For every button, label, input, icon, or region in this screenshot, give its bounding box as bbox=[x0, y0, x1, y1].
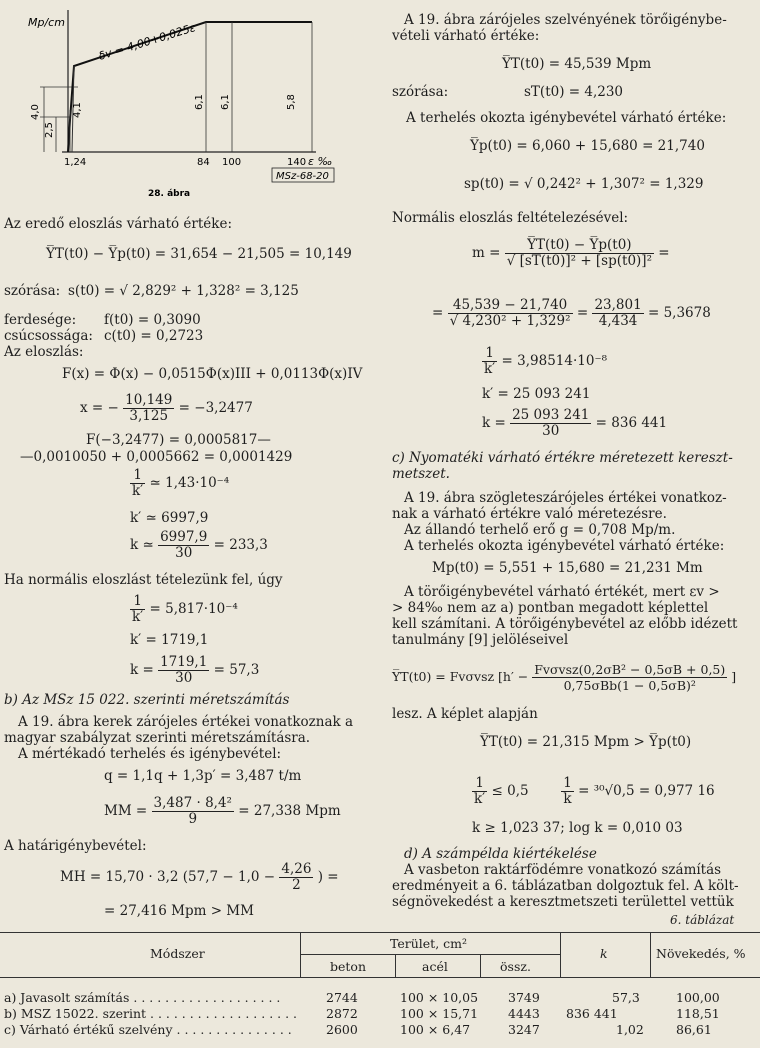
cell-method: b) MSZ 15022. szerint . . . . . . . . . . . . . . . . . . . bbox=[4, 1006, 298, 1021]
heading-d: d) A számpélda kiértékelése bbox=[404, 846, 597, 862]
cell-k: 836 441 bbox=[566, 1006, 618, 1021]
text-r14: A vasbeton raktárfödémre vonatkozó számítás bbox=[404, 862, 722, 878]
text-hatar: A határigénybevétel: bbox=[4, 838, 147, 854]
stress-strain-diagram bbox=[0, 0, 360, 200]
th-ossz: össz. bbox=[500, 959, 531, 974]
tick-100: 100 bbox=[222, 157, 242, 168]
eq-r5: Y̅T(t0) = Fvσvsz [h′ − $\frac{\text{Fvσvsz(0,2σB² − 0,5σB + 0,5)}}{\text{0,75σBb(1 − 0,5σB)²}}$ ] bbox=[392, 662, 737, 693]
cell-acel: 100 × 10,05 bbox=[400, 990, 479, 1005]
th-growth: Növekedés, % bbox=[656, 946, 746, 961]
label-r-szorasa: szórása: bbox=[392, 84, 449, 100]
cell-method: c) Várható értékű szelvény . . . . . . . . . . . . . . . bbox=[4, 1022, 292, 1037]
text-p1: Az eredő eloszlás várható értéke: bbox=[4, 216, 232, 232]
eq-r6: Y̅T(t0) = 21,315 Mpm > Y̅p(t0) bbox=[480, 734, 692, 750]
eq-rk1: $\frac{1}{k'}$ = 3,98514·10⁻⁸ bbox=[484, 345, 607, 377]
text-b1: A 19. ábra kerek zárójeles értékei vonatkoznak a bbox=[18, 714, 354, 730]
eq-n1: $\frac{1}{k'}$ = 5,817·10⁻⁴ bbox=[132, 593, 238, 625]
eq-F2b: —0,0010050 + 0,0005662 = 0,0001429 bbox=[20, 449, 293, 465]
eq-r2: Y̅p(t0) = 6,060 + 15,680 = 21,740 bbox=[470, 138, 705, 154]
th-method: Módszer bbox=[150, 946, 205, 961]
cell-growth: 86,61 bbox=[676, 1022, 712, 1037]
eq-r7: $\frac{1}{k'}$ ≤ 0,5 $\frac{1}{k}$ = ³⁰√0,5 = 0,977 16 bbox=[474, 775, 715, 807]
figure-caption: 28. ábra bbox=[148, 189, 191, 199]
val-5-8: 5,8 bbox=[286, 94, 297, 110]
eq-expected: Y̅T(t0) − Y̅p(t0) = 31,654 − 21,505 = 10,149 bbox=[46, 246, 352, 262]
eq-r1: Y̅T(t0) = 45,539 Mpm bbox=[502, 56, 652, 72]
cell-beton: 2744 bbox=[326, 990, 358, 1005]
text-r8: A terhelés okozta igénybevétel várható értéke: bbox=[404, 538, 725, 554]
text-r9: A törőigénybevétel várható értékét, mert εv > bbox=[404, 584, 720, 600]
eq-x: x = − $\frac{10,149}{3,125}$ = −3,2477 bbox=[80, 392, 253, 424]
heading-c2: metszet. bbox=[392, 466, 450, 482]
th-area: Terület, cm² bbox=[390, 936, 468, 951]
figure-28 bbox=[0, 0, 360, 200]
label-szorasa: szórása: bbox=[4, 283, 61, 299]
val-2-5: 2,5 bbox=[44, 122, 55, 138]
results-table bbox=[0, 932, 760, 1048]
eq-rk3: k = $\frac{25 093 241}{30}$ = 836 441 bbox=[482, 407, 668, 439]
text-b2: magyar szabályzat szerinti méretszámításra. bbox=[4, 730, 311, 746]
text-r6: nak a várható értékre való méretezésre. bbox=[392, 506, 667, 522]
label-csucsossaga: csúcsossága: bbox=[4, 328, 93, 344]
cell-method: a) Javasolt számítás . . . . . . . . . . . . . . . . . . . bbox=[4, 990, 281, 1005]
cell-beton: 2872 bbox=[326, 1006, 358, 1021]
cell-acel: 100 × 6,47 bbox=[400, 1022, 471, 1037]
eq-szorasa: s(t0) = √ 2,829² + 1,328² = 3,125 bbox=[68, 283, 299, 299]
val-6-1-a: 6,1 bbox=[194, 94, 205, 110]
cell-acel: 100 × 15,71 bbox=[400, 1006, 479, 1021]
eq-r4: Mp(t0) = 5,551 + 15,680 = 21,231 Mm bbox=[432, 560, 703, 576]
heading-b: b) Az MSz 15 022. szerinti méretszámítás bbox=[4, 692, 290, 708]
text-r2: vételi várható értéke: bbox=[392, 28, 540, 44]
text-normal: Ha normális eloszlást tételezünk fel, úgy bbox=[4, 572, 283, 588]
curve-label: δv = 4,00+0,025ε bbox=[97, 21, 198, 63]
th-k: k bbox=[600, 946, 608, 961]
eq-k2: k′ ≃ 6997,9 bbox=[130, 510, 209, 526]
text-r11: kell számítani. A törőigénybevétel az előbb idézett bbox=[392, 616, 738, 632]
table-caption: 6. táblázat bbox=[670, 913, 735, 927]
cell-ossz: 3247 bbox=[508, 1022, 540, 1037]
x-unit: ε ‰ bbox=[308, 155, 333, 168]
eq-q: q = 1,1q + 1,3p′ = 3,487 t/m bbox=[104, 768, 302, 784]
cell-growth: 100,00 bbox=[676, 990, 720, 1005]
eq-n3: k = $\frac{1719,1}{30}$ = 57,3 bbox=[130, 654, 260, 686]
eq-F2a: F(−3,2477) = 0,0005817— bbox=[86, 432, 271, 448]
val-r-szorasa: sT(t0) = 4,230 bbox=[524, 84, 624, 100]
eq-MM: MM = $\frac{\text{3,487 · 8,4²}}{9}$ = 27,338 Mpm bbox=[104, 795, 341, 827]
text-r1: A 19. ábra zárójeles szelvényének törőigénybe- bbox=[404, 12, 727, 28]
val-ferdesege: f(t0) = 0,3090 bbox=[104, 312, 201, 328]
text-r7: Az állandó terhelő erő g = 0,708 Mp/m. bbox=[404, 522, 676, 538]
text-r5: A 19. ábra szögleteszárójeles értékei vonatkoz- bbox=[404, 490, 727, 506]
text-eloszlas: Az eloszlás: bbox=[4, 344, 84, 360]
y-axis-label: Mp/cm bbox=[28, 16, 65, 29]
text-r3: A terhelés okozta igénybevétel várható értéke: bbox=[406, 110, 727, 126]
standard-box: MSz-68-20 bbox=[276, 171, 329, 182]
th-beton: beton bbox=[330, 959, 366, 974]
cell-k: 1,02 bbox=[616, 1022, 644, 1037]
tick-140: 140 bbox=[287, 157, 307, 168]
eq-MH2: = 27,416 Mpm > MM bbox=[104, 903, 254, 919]
text-r4: Normális eloszlás feltételezésével: bbox=[392, 210, 629, 226]
eq-r3: sp(t0) = √ 0,242² + 1,307² = 1,329 bbox=[464, 176, 704, 192]
val-4-0: 4,0 bbox=[30, 104, 41, 120]
cell-ossz: 3749 bbox=[508, 990, 540, 1005]
text-r15: eredményeit a 6. táblázatban dolgoztuk fel. A költ- bbox=[392, 878, 739, 894]
cell-ossz: 4443 bbox=[508, 1006, 540, 1021]
cell-beton: 2600 bbox=[326, 1022, 358, 1037]
eq-F: F(x) = Φ(x) − 0,0515Φ(x)III + 0,0113Φ(x)IV bbox=[62, 366, 363, 382]
heading-c: c) Nyomatéki várható értékre méretezett kereszt- bbox=[392, 450, 733, 466]
eq-m: m = $\frac{Y̅T(t0) - Y̅p(t0)}{\text{√ [sT(t0)]² + [sp(t0)]²}}$ = bbox=[472, 237, 670, 269]
tick-84: 84 bbox=[197, 157, 210, 168]
text-r10: > 84‰ nem az a) pontban megadott képlettel bbox=[392, 600, 709, 616]
tick-1-24: 1,24 bbox=[64, 157, 87, 168]
eq-k3: k ≃ $\frac{6997,9}{30}$ = 233,3 bbox=[130, 529, 268, 561]
val-6-1-b: 6,1 bbox=[220, 94, 231, 110]
cell-k: 57,3 bbox=[612, 990, 640, 1005]
th-acel: acél bbox=[422, 959, 448, 974]
eq-m2: = $\frac{45,539 - 21,740}{\text{√ 4,230² + 1,329²}}$ = $\frac{23,801}{4,434}$ = 5,3678 bbox=[432, 297, 711, 329]
eq-n2: k′ = 1719,1 bbox=[130, 632, 209, 648]
val-4-1: 4,1 bbox=[72, 102, 83, 118]
label-ferdesege: ferdesége: bbox=[4, 312, 77, 328]
eq-r8: k ≥ 1,023 37; log k = 0,010 03 bbox=[472, 820, 683, 836]
text-r16: ségnövekedést a keresztmetszeti területtel vettük bbox=[392, 894, 734, 910]
cell-growth: 118,51 bbox=[676, 1006, 720, 1021]
eq-k1: $\frac{1}{k'}$ ≃ 1,43·10⁻⁴ bbox=[132, 467, 230, 499]
text-r13: lesz. A képlet alapján bbox=[392, 706, 538, 722]
val-csucsossaga: c(t0) = 0,2723 bbox=[104, 328, 204, 344]
text-r12: tanulmány [9] jelöléseivel bbox=[392, 632, 569, 648]
eq-MH: MH = 15,70 · 3,2 (57,7 − 1,0 − $\frac{4,26}{2}$ ) = bbox=[60, 861, 339, 893]
eq-rk2: k′ = 25 093 241 bbox=[482, 386, 591, 402]
text-b3: A mértékadó terhelés és igénybevétel: bbox=[18, 746, 282, 762]
